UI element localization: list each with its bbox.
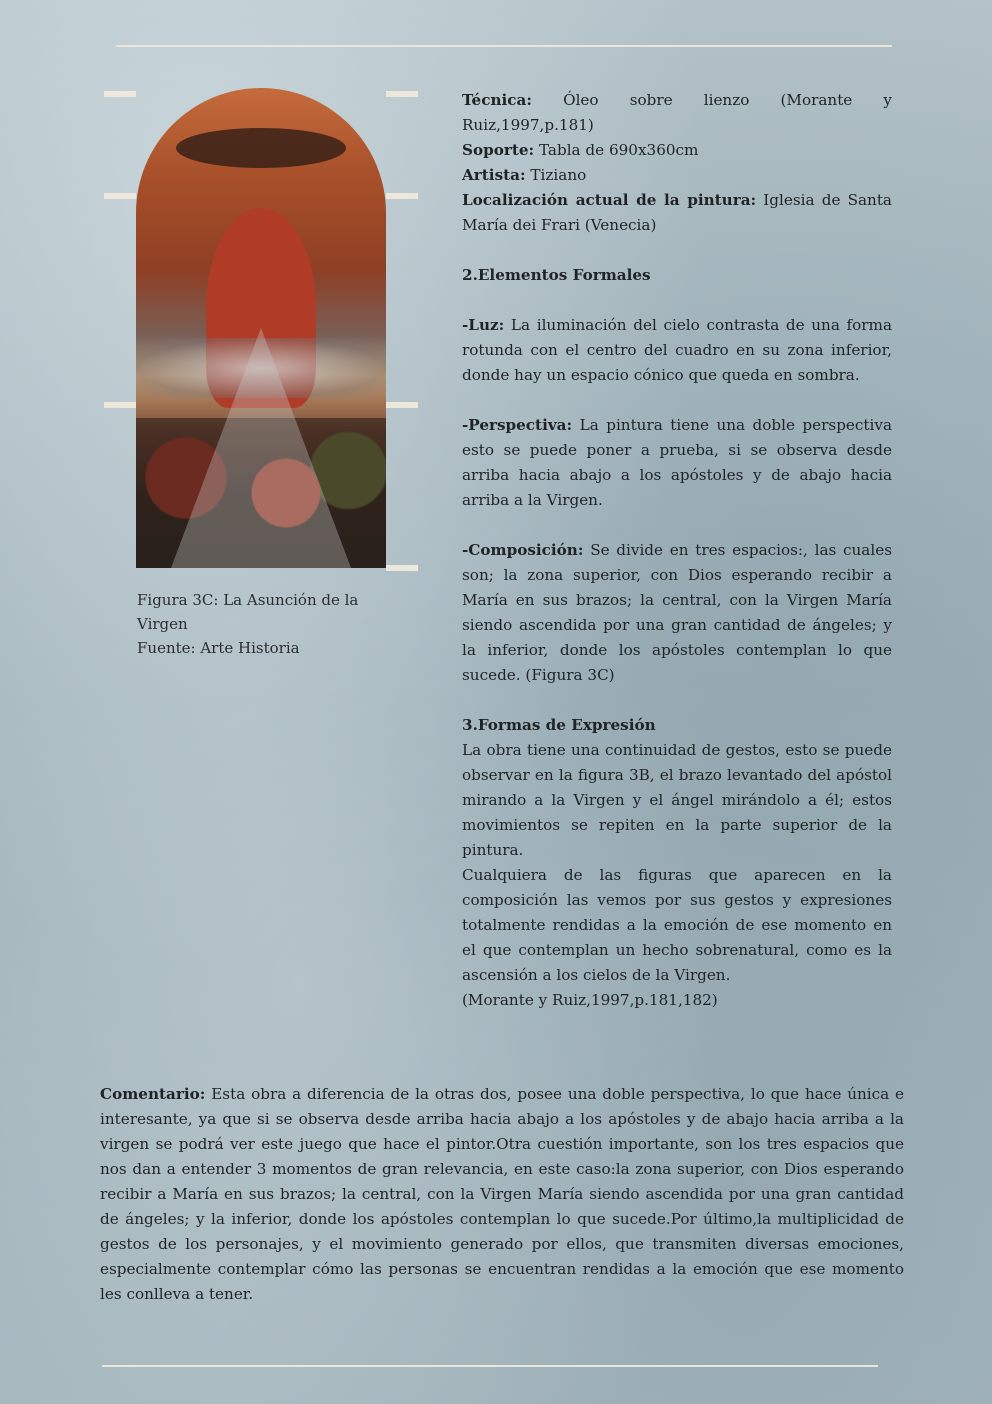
- expresion-paragraph-1: La obra tiene una continuidad de gestos, esto se puede observar en la figura 3B, el brazo levantado del apóstol mirando a la Virgen y el ángel mirándolo a él; estos movimientos se repiten en la parte superior de la pintura.: [462, 741, 892, 859]
- caption-title: Figura 3C: La Asunción de la Virgen: [137, 591, 359, 633]
- localizacion-label: Localización actual de la pintura:: [462, 191, 757, 209]
- frame-deco: [386, 565, 418, 571]
- tecnica-value: Óleo sobre lienzo (Morante y Ruiz,1997,p.181): [462, 91, 892, 134]
- bottom-rule: [102, 1365, 878, 1367]
- composicion-label: -Composición:: [462, 541, 584, 559]
- section2-heading: 2.Elementos Formales: [462, 266, 651, 284]
- localizacion-line: [462, 188, 892, 238]
- caption-source: Fuente: Arte Historia: [137, 639, 300, 657]
- expresion-paragraph-2: Cualquiera de las figuras que aparecen en la composición las vemos por sus gestos y expresiones totalmente rendidas a la emoción de ese momento en el que contemplan un hecho sobrenatural, como es la ascensión a los cielos de la Virgen.: [462, 866, 892, 984]
- top-rule: [116, 45, 892, 47]
- artwork-description: [462, 88, 892, 1013]
- frame-deco: [386, 193, 418, 199]
- painting-perspective-cone: [171, 328, 351, 568]
- painting-god-cloud: [176, 128, 346, 168]
- comentario-block: [100, 1082, 904, 1307]
- soporte-line: [462, 138, 892, 163]
- perspectiva-paragraph: [462, 413, 892, 513]
- comentario-paragraph: [100, 1082, 904, 1307]
- comentario-text: Esta obra a diferencia de la otras dos, posee una doble perspectiva, lo que hace única e interesante, ya que si se observa desde arriba hacia abajo a los apóstoles y de abajo hacia arriba a la virgen se podrá ver este juego que hace el pintor.Otra cuestión importante, son los tres espacios que nos dan a entender 3 momentos de gran relevancia, en este caso:la zona superior, con Dios esperando recibir a María en sus brazos; la central, con la Virgen María siendo ascendida por una gran cantidad de ángeles; y la inferior, donde los apóstoles contemplan lo que sucede.Por último,la multiplicidad de gestos de los personajes, y el movimiento generado por ellos, que transmiten diversas emociones, especialmente contemplar cómo las personas se encuentran rendidas a la emoción que ese momento les conlleva a tener.: [100, 1085, 905, 1303]
- figure-caption: [137, 588, 387, 660]
- frame-deco: [104, 402, 136, 408]
- frame-deco: [104, 91, 136, 97]
- expresion-citation: (Morante y Ruiz,1997,p.181,182): [462, 991, 718, 1009]
- frame-deco: [386, 402, 418, 408]
- artista-label: Artista:: [462, 166, 526, 184]
- tecnica-label: Técnica:: [462, 91, 532, 109]
- perspectiva-text: La pintura tiene una doble perspectiva esto se puede poner a prueba, si se observa desde arriba hacia abajo a los apóstoles y de abajo hacia arriba a la Virgen.: [462, 416, 893, 509]
- artista-value: Tiziano: [530, 166, 587, 184]
- frame-deco: [386, 91, 418, 97]
- soporte-value: Tabla de 690x360cm: [538, 141, 699, 159]
- perspectiva-label: -Perspectiva:: [462, 416, 573, 434]
- assumption-painting-image: [136, 88, 386, 568]
- localizacion-value: Iglesia de Santa María dei Frari (Venecia): [462, 191, 892, 234]
- artista-line: [462, 163, 892, 188]
- section3-heading: 3.Formas de Expresión: [462, 716, 656, 734]
- luz-label: -Luz:: [462, 316, 505, 334]
- soporte-label: Soporte:: [462, 141, 535, 159]
- composicion-text: Se divide en tres espacios:, las cuales son; la zona superior, con Dios esperando recibir a María en sus brazos; la central, con la Virgen María siendo ascendida por una gran cantidad de ángeles; y la inferior, donde los apóstoles contemplan lo que sucede. (Figura 3C): [462, 541, 892, 684]
- tecnica-line: [462, 88, 892, 138]
- luz-paragraph: [462, 313, 892, 388]
- comentario-label: Comentario:: [100, 1085, 206, 1103]
- luz-text: La iluminación del cielo contrasta de una forma rotunda con el centro del cuadro en su zona inferior, donde hay un espacio cónico que queda en sombra.: [462, 316, 893, 384]
- composicion-paragraph: [462, 538, 892, 688]
- frame-deco: [104, 193, 136, 199]
